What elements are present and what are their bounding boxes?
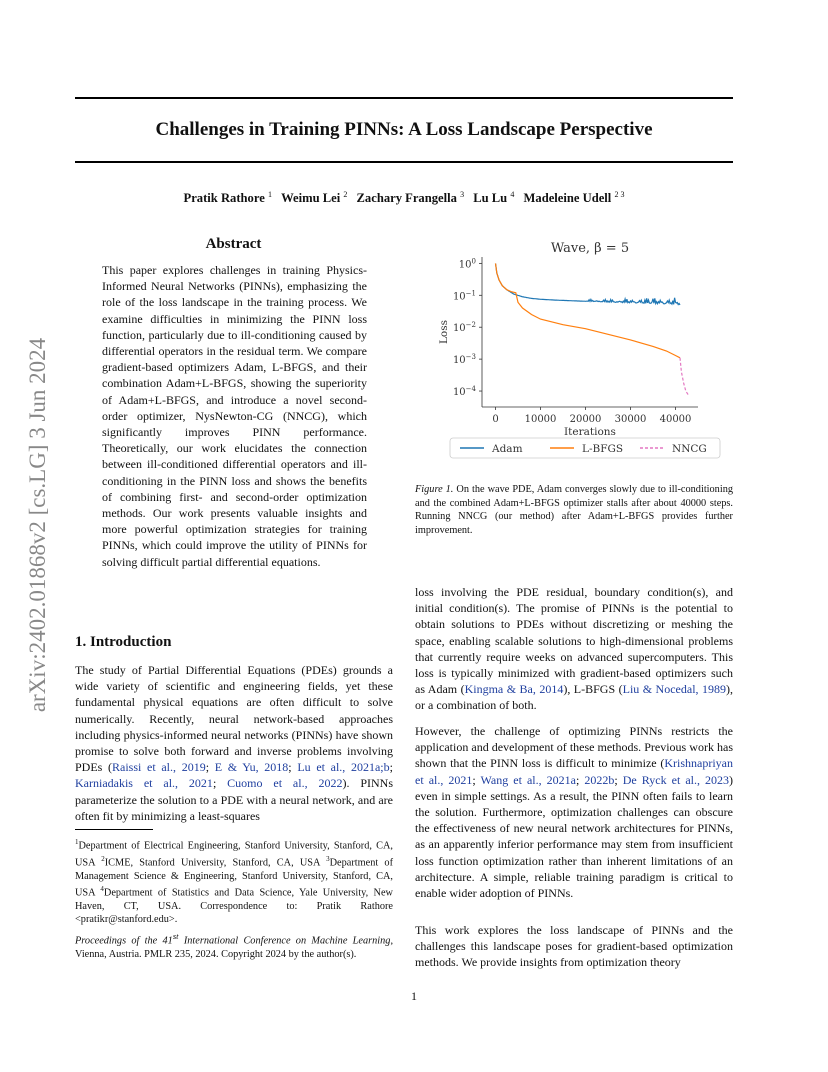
series-line-l-bfgs xyxy=(496,263,681,357)
legend-label: L-BFGS xyxy=(582,443,624,455)
y-axis-label: Loss xyxy=(438,319,450,345)
y-tick-label: $10^0$ xyxy=(458,257,476,271)
intro-paragraph-1: The study of Partial Differential Equations (PDEs) grounds a wide variety of scientific and engineering fields, yet these fundamental physical equations are often difficult to solve numerically. Recently, neural network-based approaches including physics-informed neural networks (PINNs) have shown promise to solve both forward and inverse problems involving PDEs (Raissi et al., 2019; E & Yu, 2018; Lu et al., 2021a;b; Karniadakis et al., 2021; Cuomo et al., 2022). PINNs parameterize the solution to a PDE with a neural network, and are often fit by minimizing a least-squares xyxy=(75,663,393,823)
title-bottom-rule xyxy=(75,161,733,163)
intro-paragraph-4: This work explores the loss landscape of PINNs and the challenges this landscape poses for gradient-based optimization methods. We provide insights from optimization theory xyxy=(415,923,733,970)
paper-title: Challenges in Training PINNs: A Loss Landscape Perspective xyxy=(155,119,653,140)
x-tick-label: 40000 xyxy=(659,414,692,425)
citation-link[interactable]: 2022b xyxy=(584,772,615,787)
citation-link[interactable]: Kingma & Ba, 2014 xyxy=(464,682,564,697)
citation-link[interactable]: De Ryck et al., 2023 xyxy=(622,772,730,787)
x-axis-label: Iterations xyxy=(564,426,616,438)
footnote-rule xyxy=(75,829,153,830)
author: Zachary Frangella $^3$ xyxy=(356,190,465,205)
arxiv-identifier: arXiv:2402.01868v2 [cs.LG] 3 Jun 2024 xyxy=(25,337,50,713)
intro-paragraph-3: However, the challenge of optimizing PINNs restricts the application and development of these methods. Previous work has shown that the PINN loss is difficult to minimize (Krishnapriyan et al., 2021; Wang et al., 2021a; 2022b; De Ryck et al., 2023) even in simple settings. As a result, the PINN often fails to learn the solution. Furthermore, optimization challenges can obscure the effectiveness of new neural network architectures for PINNs, as an apparently inferior performance may stem from insufficient loss function optimization rather than inherent limitations of an architecture. A simple, reliable training paradigm is critical to enable wider adoption of PINNs. xyxy=(415,724,734,901)
series-line-nncg xyxy=(680,358,689,396)
x-tick-label: 30000 xyxy=(614,414,647,425)
author-list xyxy=(75,190,733,206)
x-tick-label: 20000 xyxy=(569,414,602,425)
affiliations-footnote: $^1$Department of Electrical Engineering, Stanford University, Stanford, CA, USA $^2$ICME, Stanford University, Stanford, CA, USA $^3$Department of Management Science & Engineering, Stanford University, Stanford, CA, USA $^4$Department of Statistics and Data Science, Yale University, New Haven, CT, USA. Correspondence to: Pratik Rathore <pratikr@stanford.edu>. xyxy=(75,838,393,926)
citation-link[interactable]: Krishnapriyan et al., 2021 xyxy=(415,756,733,787)
loss-chart xyxy=(430,235,740,465)
arxiv-sidebar xyxy=(18,295,58,755)
author: Pratik Rathore $^1$ xyxy=(183,190,272,205)
figure-caption: Figure 1. On the wave PDE, Adam converges slowly due to ill-conditioning and the combined Adam+L-BFGS optimizer stalls after about 40000 steps. Running NNCG (our method) after Adam+L-BFGS provides further improvement. xyxy=(415,484,733,536)
chart-title: Wave, β = 5 xyxy=(550,241,630,256)
citation-link[interactable]: Liu & Nocedal, 1989 xyxy=(622,682,726,697)
citation-link[interactable]: E & Yu, 2018 xyxy=(214,760,289,775)
citation-link[interactable]: Cuomo et al., 2022 xyxy=(227,776,343,791)
intro-paragraph-2: loss involving the PDE residual, boundary condition(s), and initial condition(s). The promise of PINNs is the potential to obtain solutions to PDEs without discretizing or meshing the space, enabling scalable solutions to high-dimensional problems that currently require weeks on advanced supercomputers. This loss is typically minimized with gradient-based optimizers such as Adam (Kingma & Ba, 2014), L-BFGS (Liu & Nocedal, 1989), or a combination of both. xyxy=(415,585,733,713)
legend-label: Adam xyxy=(492,443,523,455)
citation-link[interactable]: Karniadakis et al., 2021 xyxy=(75,776,213,791)
series-line-adam xyxy=(496,263,681,305)
citation-link[interactable]: Lu et al., 2021a;b xyxy=(297,760,390,775)
section-heading-introduction: 1. Introduction xyxy=(75,634,172,650)
y-tick-label: $10^{-2}$ xyxy=(452,321,476,335)
proceedings-note: Proceedings of the 41st International Conference on Machine Learning, Vienna, Austria. PMLR 235, 2024. Copyright 2024 by the author(s). xyxy=(75,931,394,960)
y-tick-label: $10^{-3}$ xyxy=(452,353,476,367)
legend-label: NNCG xyxy=(672,443,707,455)
y-tick-label: $10^{-1}$ xyxy=(452,289,476,303)
x-tick-label: 0 xyxy=(492,414,499,425)
author: Weimu Lei $^2$ xyxy=(281,190,348,205)
author: Madeleine Udell $^{2 3}$ xyxy=(523,190,625,205)
figure-label: Figure 1. xyxy=(415,484,454,495)
abstract-text: This paper explores challenges in training Physics-Informed Neural Networks (PINNs), emphasizing the role of the loss landscape in the training process. We examine difficulties in minimizing the PINN loss function, particularly due to ill-conditioning caused by differential operators in the residual term. We compare gradient-based optimizers Adam, L-BFGS, and their combination Adam+L-BFGS, showing the superiority of Adam+L-BFGS, and introduce a novel second-order optimizer, NysNewton-CG (NNCG), which significantly improves PINN performance. Theoretically, our work elucidates the connection between ill-conditioned differential operators and ill-conditioning in the PINN loss and shows the benefits of combining first- and second-order optimization methods. Our work presents valuable insights and more powerful optimization strategies for training PINNs, which could improve the utility of PINNs for solving difficult partial differential equations. xyxy=(102,263,367,569)
citation-link[interactable]: Raissi et al., 2019 xyxy=(112,760,206,775)
citation-link[interactable]: Wang et al., 2021a xyxy=(480,772,576,787)
abstract-heading: Abstract xyxy=(205,236,262,252)
x-tick-label: 10000 xyxy=(524,414,557,425)
y-tick-label: $10^{-4}$ xyxy=(452,385,476,399)
author: Lu Lu $^4$ xyxy=(473,190,515,205)
page-number: 1 xyxy=(411,989,417,1003)
top-rule xyxy=(75,97,733,99)
